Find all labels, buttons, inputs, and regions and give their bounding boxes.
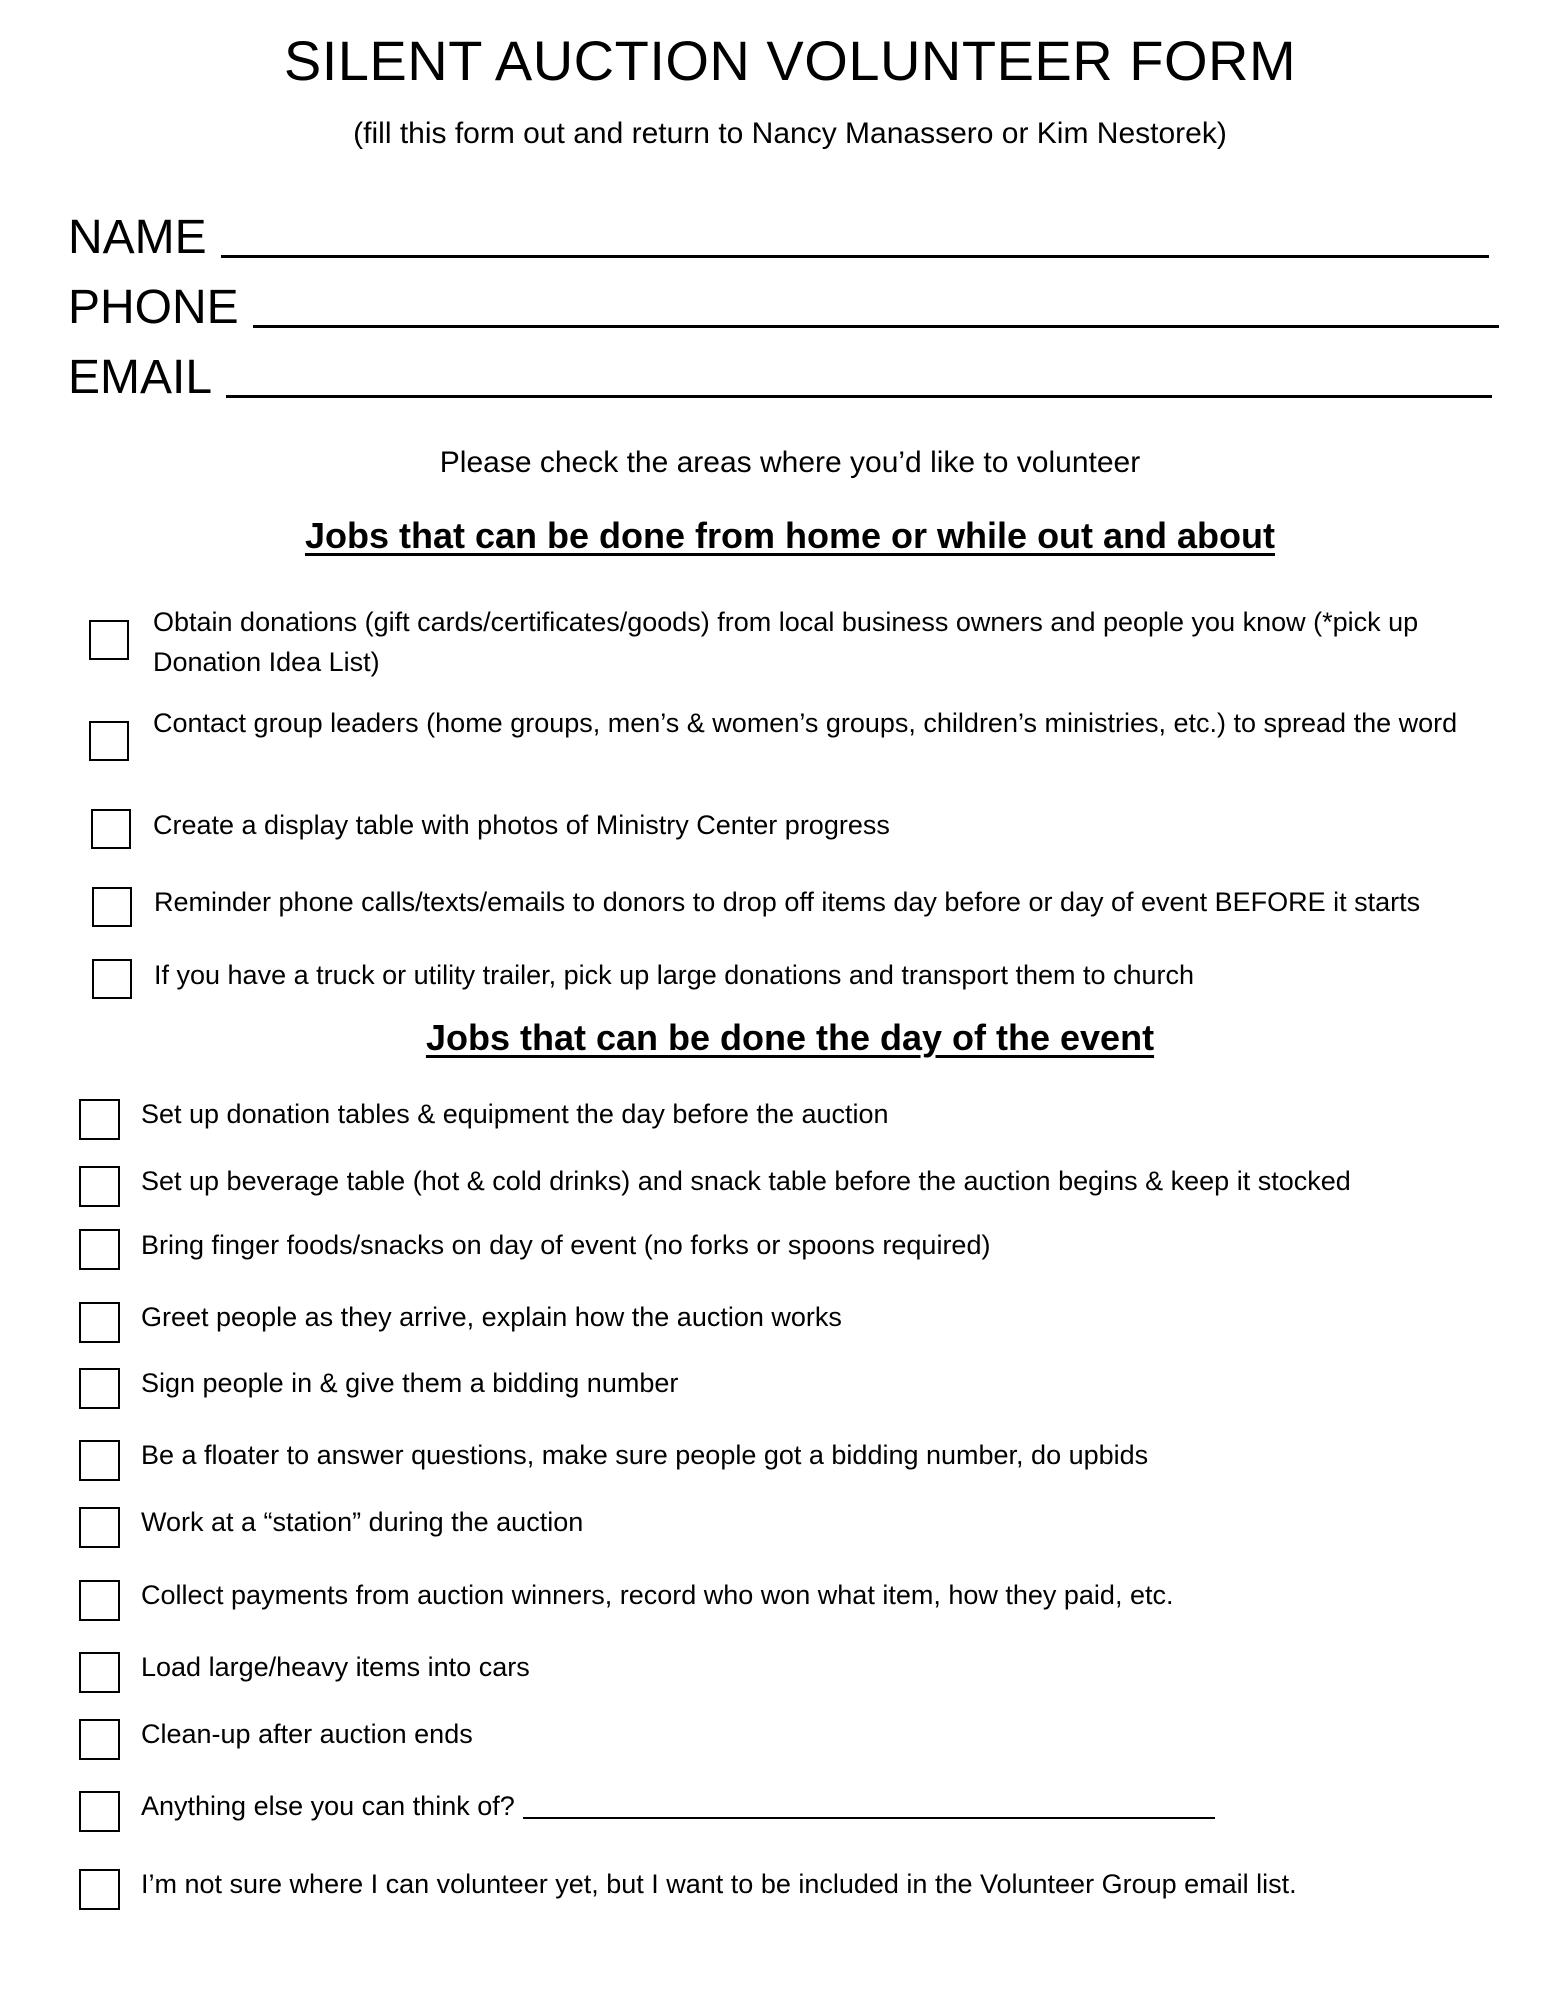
- item-label: Set up beverage table (hot & cold drinks) and snack table before the auction begins & keep it stocked: [141, 1166, 1351, 1196]
- section-heading-event: Jobs that can be done the day of the event: [425, 1017, 1155, 1058]
- instruction-text: Please check the areas where you’d like to volunteer: [439, 446, 1141, 479]
- checkbox[interactable]: [79, 1791, 120, 1832]
- checkbox[interactable]: [79, 1229, 120, 1270]
- phone-field-row: [68, 276, 1499, 336]
- item-label: Anything else you can think of?: [141, 1791, 515, 1821]
- name-label: NAME: [68, 211, 207, 264]
- checkbox[interactable]: [79, 1719, 120, 1760]
- email-field-row: [68, 346, 1492, 406]
- checkbox[interactable]: [79, 1580, 120, 1621]
- email-field[interactable]: [226, 395, 1492, 398]
- checkbox[interactable]: [89, 721, 129, 761]
- checkbox[interactable]: [91, 809, 131, 849]
- name-field-row: [68, 206, 1489, 266]
- phone-field[interactable]: [253, 325, 1499, 328]
- checkbox[interactable]: [79, 1869, 120, 1910]
- item-label: Obtain donations (gift cards/certificates/goods) from local business owners and people you know (*pick up Donation Idea List): [153, 607, 1419, 677]
- item-label: I’m not sure where I can volunteer yet, but I want to be included in the Volunteer Group email list.: [141, 1869, 1297, 1899]
- item-label: Work at a “station” during the auction: [141, 1507, 584, 1537]
- checkbox[interactable]: [92, 959, 132, 999]
- item-label: Reminder phone calls/texts/emails to donors to drop off items day before or day of event BEFORE it starts: [154, 887, 1421, 917]
- item-label: Be a floater to answer questions, make sure people got a bidding number, do upbids: [141, 1440, 1149, 1470]
- email-label: EMAIL: [68, 351, 213, 404]
- checkbox[interactable]: [79, 1652, 120, 1693]
- item-label: Set up donation tables & equipment the day before the auction: [141, 1099, 889, 1129]
- other-ideas-field[interactable]: [523, 1817, 1215, 1819]
- item-label: Create a display table with photos of Ministry Center progress: [153, 810, 890, 840]
- item-label: Load large/heavy items into cars: [141, 1652, 530, 1682]
- form-subtitle: (fill this form out and return to Nancy Manassero or Kim Nestorek): [353, 117, 1227, 150]
- checkbox[interactable]: [89, 620, 129, 660]
- name-field[interactable]: [221, 255, 1489, 258]
- form-title: SILENT AUCTION VOLUNTEER FORM: [283, 29, 1297, 92]
- checkbox[interactable]: [79, 1166, 120, 1207]
- checkbox[interactable]: [79, 1368, 120, 1409]
- checkbox[interactable]: [79, 1099, 120, 1140]
- item-label: Bring finger foods/snacks on day of event (no forks or spoons required): [141, 1230, 991, 1260]
- item-label: Collect payments from auction winners, record who won what item, how they paid, etc.: [141, 1580, 1174, 1610]
- phone-label: PHONE: [68, 281, 239, 334]
- item-label: Clean-up after auction ends: [141, 1719, 473, 1749]
- item-label: Contact group leaders (home groups, men’s & women’s groups, children’s ministries, etc.) to spread the word: [153, 708, 1458, 738]
- checkbox[interactable]: [92, 887, 132, 927]
- section-heading-home: Jobs that can be done from home or while out and about: [304, 515, 1276, 556]
- item-label: If you have a truck or utility trailer, pick up large donations and transport them to church: [154, 960, 1195, 990]
- checkbox[interactable]: [79, 1507, 120, 1548]
- item-label: Sign people in & give them a bidding number: [141, 1368, 679, 1398]
- checkbox[interactable]: [79, 1440, 120, 1481]
- item-label: Greet people as they arrive, explain how the auction works: [141, 1302, 842, 1332]
- checkbox[interactable]: [79, 1302, 120, 1343]
- item-label-row: [141, 1786, 1215, 1826]
